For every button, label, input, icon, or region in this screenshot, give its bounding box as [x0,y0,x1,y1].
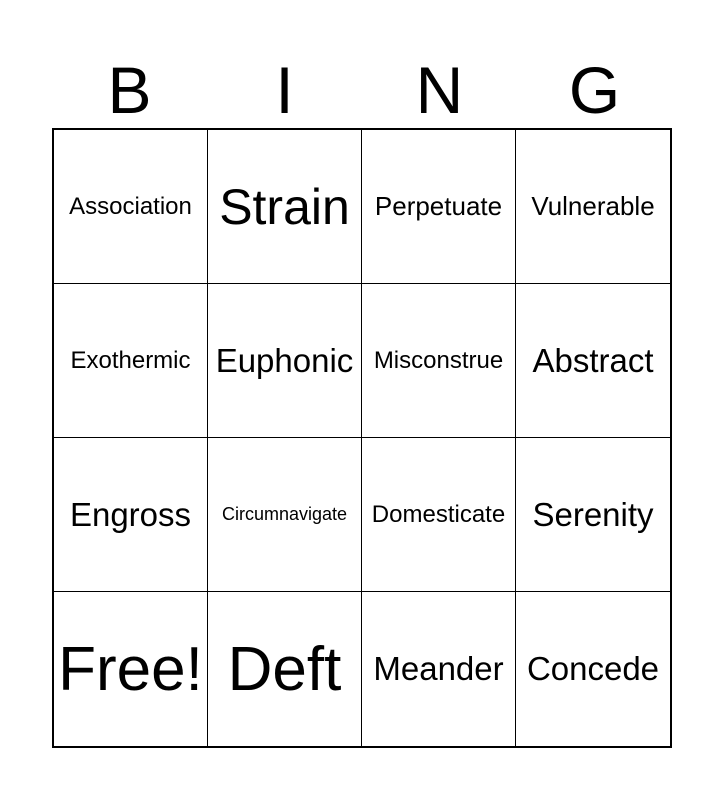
bingo-cell[interactable]: Vulnerable [516,130,670,284]
header-letter-b: B [107,53,152,127]
bingo-cell[interactable]: Meander [362,592,516,746]
bingo-cell[interactable]: Exothermic [54,284,208,438]
bingo-cell[interactable]: Perpetuate [362,130,516,284]
bingo-cell[interactable]: Domesticate [362,438,516,592]
header-letter-i: I [275,53,294,127]
bingo-cell[interactable]: Euphonic [208,284,362,438]
free-space-cell[interactable]: Free! [54,592,208,746]
bingo-board [52,128,672,748]
bingo-cell[interactable]: Engross [54,438,208,592]
bingo-cell[interactable]: Serenity [516,438,670,592]
header-letter-g: G [568,53,621,127]
bingo-cell[interactable]: Strain [208,130,362,284]
bingo-cell[interactable]: Misconstrue [362,284,516,438]
bingo-cell[interactable]: Abstract [516,284,670,438]
bingo-cell[interactable]: Circumnavigate [208,438,362,592]
header-letter-n: N [415,53,464,127]
bingo-cell[interactable]: Concede [526,650,660,687]
bingo-header [52,52,672,128]
bingo-cell[interactable]: Association [54,130,208,284]
bingo-cell[interactable]: Deft [208,592,362,746]
